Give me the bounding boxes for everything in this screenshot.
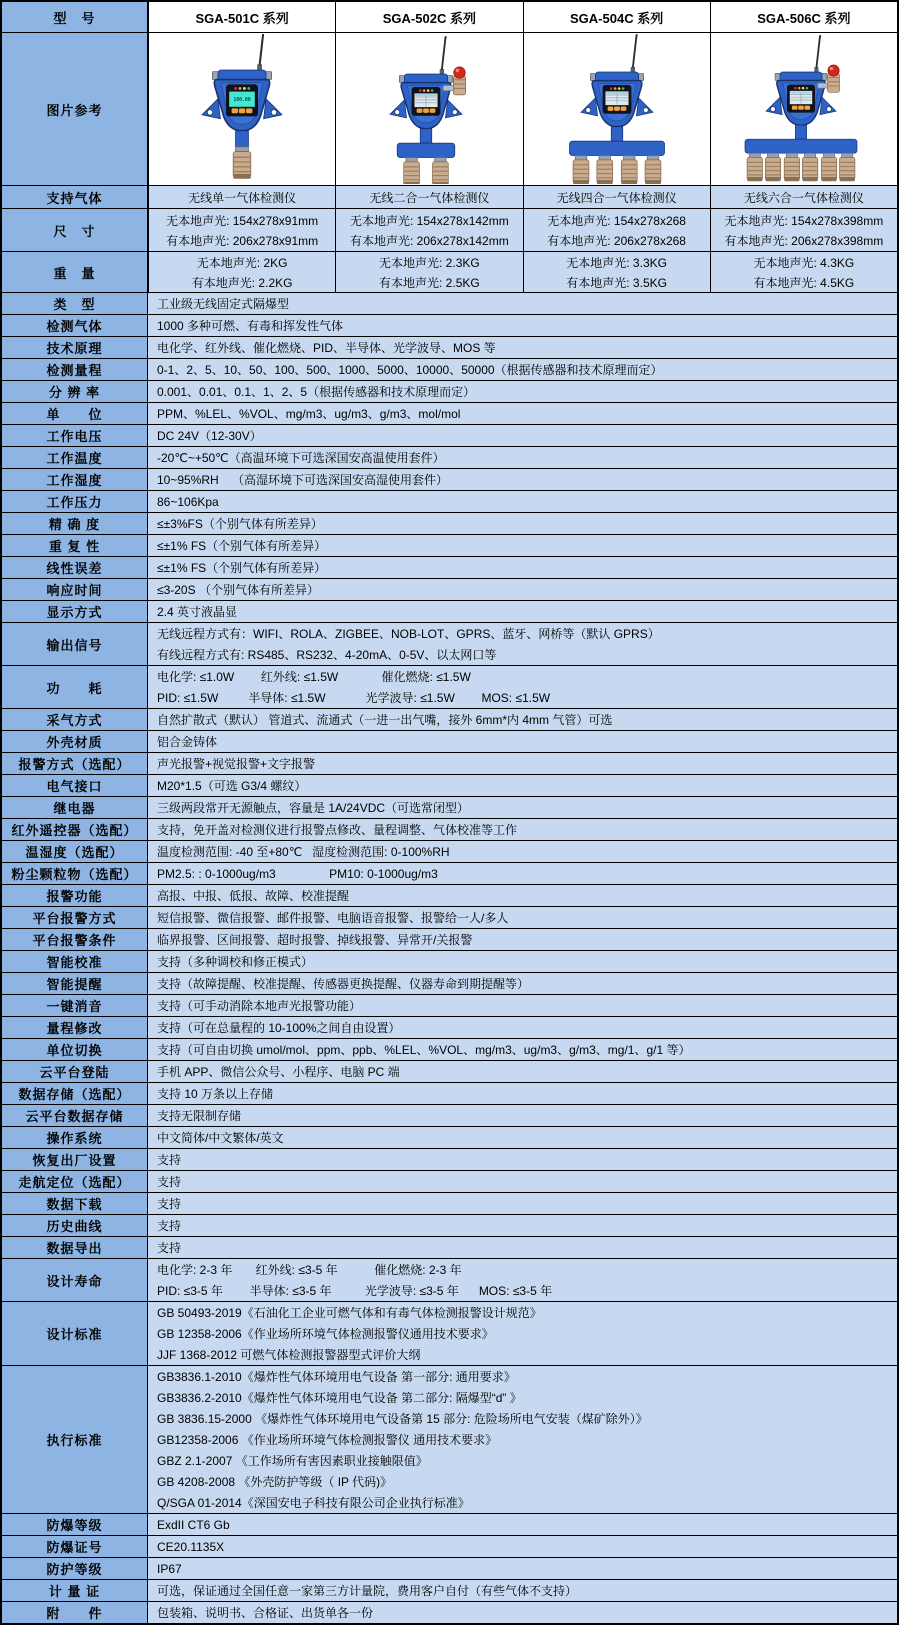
spec-value <box>148 951 897 972</box>
spec-value-line: 0.001、0.01、0.1、1、2、5（根据传感器和技术原理而定） <box>157 385 476 399</box>
spec-row <box>2 1083 897 1105</box>
spec-label: 显示方式 <box>2 601 148 622</box>
spec-value-line: 可选，保证通过全国任意一家第三方计量院，费用客户自付（有些气体不支持） <box>157 1584 578 1598</box>
spec-label: 采气方式 <box>2 709 148 730</box>
spec-label: 外壳材质 <box>2 731 148 752</box>
spec-value-line: 三级两段常开无源触点，容量是 1A/24VDC（可选常闭型） <box>157 801 470 815</box>
size-value: 无本地声光: 154x278x142mm 有本地声光: 206x278x142mm <box>335 209 522 251</box>
spec-value-line: 电化学: 2-3 年 红外线: ≤3-5 年 催化燃烧: 2-3 年 <box>157 1263 462 1277</box>
spec-value-line: 包装箱、说明书、合格证、出货单各一份 <box>157 1606 374 1620</box>
spec-value-line: 有线远程方式有: RS485、RS232、4-20mA、0-5V、以太网口等 <box>157 648 497 662</box>
spec-value-line: 手机 APP、微信公众号、小程序、电脑 PC 端 <box>157 1065 400 1079</box>
spec-row <box>2 337 897 359</box>
spec-value <box>148 491 897 512</box>
spec-label: 云平台数据存储 <box>2 1105 148 1126</box>
spec-label: 计 量 证 <box>2 1580 148 1601</box>
gas-value: 无线单一气体检测仪 <box>148 186 335 208</box>
spec-row <box>2 885 897 907</box>
spec-value <box>148 425 897 446</box>
spec-label: 智能提醒 <box>2 973 148 994</box>
spec-label: 输出信号 <box>2 623 148 665</box>
spec-value <box>148 1017 897 1038</box>
spec-label: 历史曲线 <box>2 1215 148 1236</box>
spec-value <box>148 907 897 928</box>
spec-row <box>2 1366 897 1514</box>
spec-value <box>148 1259 897 1301</box>
spec-row <box>2 775 897 797</box>
spec-value <box>148 1127 897 1148</box>
spec-value <box>148 1215 897 1236</box>
spec-row <box>2 1127 897 1149</box>
spec-row <box>2 753 897 775</box>
spec-row <box>2 491 897 513</box>
spec-value-line: 0-1、2、5、10、50、100、500、1000、5000、10000、50000（根据传感器和技术原理而定） <box>157 363 663 377</box>
model-header-row <box>2 2 897 33</box>
spec-row <box>2 1259 897 1302</box>
spec-label: 单位切换 <box>2 1039 148 1060</box>
spec-value <box>148 819 897 840</box>
spec-value-line: 支持 10 万条以上存储 <box>157 1087 274 1101</box>
device-image-sga-502c <box>335 33 522 185</box>
spec-value <box>148 1302 897 1365</box>
image-reference-row <box>2 33 897 186</box>
spec-label: 防护等级 <box>2 1558 148 1579</box>
spec-row <box>2 797 897 819</box>
spec-value <box>148 381 897 402</box>
spec-row <box>2 1580 897 1602</box>
spec-value <box>148 293 897 314</box>
spec-value-line: ≤±1% FS（个别气体有所差异） <box>157 539 327 553</box>
spec-value-line: PM2.5: : 0-1000ug/m3 PM10: 0-1000ug/m3 <box>157 866 438 881</box>
spec-value-line: -20℃~+50℃（高温环境下可选深国安高温使用套件） <box>157 451 445 465</box>
spec-value-line: GB3836.2-2010《爆炸性气体环境用电气设备 第二部分: 隔爆型“d” 》 <box>157 1391 522 1405</box>
spec-value-line: 支持（可手动消除本地声光报警功能） <box>157 999 362 1013</box>
size-value: 无本地声光: 154x278x91mm 有本地声光: 206x278x91mm <box>148 209 335 251</box>
spec-value-line: 中文简体/中文繁体/英文 <box>157 1131 284 1145</box>
spec-value-line: 支持 <box>157 1241 182 1255</box>
spec-value-line: 支持 <box>157 1153 182 1167</box>
spec-label: 操作系统 <box>2 1127 148 1148</box>
spec-value-line: GB 4208-2008 《外壳防护等级（ IP 代码)》 <box>157 1475 393 1489</box>
spec-label: 量程修改 <box>2 1017 148 1038</box>
size-value: 无本地声光: 154x278x398mm 有本地声光: 206x278x398mm <box>710 209 897 251</box>
spec-label: 技术原理 <box>2 337 148 358</box>
model-name-sga-506c: SGA-506C 系列 <box>710 2 897 32</box>
device-image-sga-504c <box>523 33 710 185</box>
spec-row <box>2 1017 897 1039</box>
size-row <box>2 209 897 252</box>
spec-value <box>148 557 897 578</box>
spec-value-line: 支持（可在总量程的 10-100%之间自由设置） <box>157 1021 401 1035</box>
spec-label: 检测气体 <box>2 315 148 336</box>
spec-value-line: 声光报警+视觉报警+文字报警 <box>157 757 316 771</box>
spec-label: 设计寿命 <box>2 1259 148 1301</box>
spec-row <box>2 1514 897 1536</box>
device-image-sga-501c <box>148 33 335 185</box>
spec-value <box>148 1366 897 1513</box>
spec-row <box>2 907 897 929</box>
spec-value <box>148 885 897 906</box>
spec-value-line: 短信报警、微信报警、邮件报警、电脑语音报警、报警给一人/多人 <box>157 911 509 925</box>
spec-value-line: 工业级无线固定式隔爆型 <box>157 297 290 311</box>
spec-value-line: 支持 <box>157 1175 182 1189</box>
spec-value <box>148 1602 897 1623</box>
spec-row <box>2 293 897 315</box>
spec-value-line: ≤3-20S （个别气体有所差异） <box>157 583 319 597</box>
spec-row <box>2 1171 897 1193</box>
spec-value-line: 电化学: ≤1.0W 红外线: ≤1.5W 催化燃烧: ≤1.5W <box>157 670 471 684</box>
spec-row <box>2 513 897 535</box>
spec-row <box>2 315 897 337</box>
spec-value <box>148 623 897 665</box>
spec-value <box>148 447 897 468</box>
weight-value: 无本地声光: 3.3KG 有本地声光: 3.5KG <box>523 252 710 292</box>
spec-value <box>148 579 897 600</box>
spec-row <box>2 1237 897 1259</box>
spec-row <box>2 973 897 995</box>
spec-value <box>148 1039 897 1060</box>
spec-value-line: 支持，免开盖对检测仪进行报警点修改、量程调整、气体校准等工作 <box>157 823 518 837</box>
spec-row <box>2 819 897 841</box>
spec-row <box>2 381 897 403</box>
spec-value-line: IP67 <box>157 1561 182 1576</box>
spec-value <box>148 1083 897 1104</box>
row-label-gas: 支持气体 <box>2 186 148 208</box>
spec-row <box>2 535 897 557</box>
spec-row <box>2 557 897 579</box>
row-label-model: 型 号 <box>2 2 148 32</box>
spec-label: 检测量程 <box>2 359 148 380</box>
spec-label: 设计标准 <box>2 1302 148 1365</box>
spec-value-line: ≤±1% FS（个别气体有所差异） <box>157 561 327 575</box>
spec-value <box>148 973 897 994</box>
spec-value-line: GB12358-2006 《作业场所环境气体检测报警仪 通用技术要求》 <box>157 1433 498 1447</box>
spec-value <box>148 995 897 1016</box>
spec-rows-container <box>2 293 897 1623</box>
spec-label: 工作电压 <box>2 425 148 446</box>
spec-value-line: GB 3836.15-2000 《爆炸性气体环境用电气设备第 15 部分: 危险场所电气安装（煤矿除外）》 <box>157 1412 648 1426</box>
spec-value-line: 1000 多种可燃、有毒和挥发性气体 <box>157 319 344 333</box>
spec-value-line: 温度检测范围: -40 至+80℃ 湿度检测范围: 0-100%RH <box>157 845 450 859</box>
spec-value <box>148 775 897 796</box>
weight-value: 无本地声光: 2KG 有本地声光: 2.2KG <box>148 252 335 292</box>
spec-row <box>2 1193 897 1215</box>
gas-value: 无线二合一气体检测仪 <box>335 186 522 208</box>
spec-row <box>2 1602 897 1623</box>
model-name-sga-502c: SGA-502C 系列 <box>335 2 522 32</box>
spec-row <box>2 601 897 623</box>
spec-value-line: 支持 <box>157 1219 182 1233</box>
spec-value-line: 10~95%RH （高湿环境下可选深国安高湿使用套件） <box>157 473 449 487</box>
spec-label: 工作温度 <box>2 447 148 468</box>
spec-value-line: JJF 1368-2012 可燃气体检测报警器型式评价大纲 <box>157 1348 421 1362</box>
device-image-sga-506c <box>710 33 897 185</box>
weight-row <box>2 252 897 293</box>
spec-value-line: 支持无限制存储 <box>157 1109 242 1123</box>
spec-row <box>2 1149 897 1171</box>
spec-value <box>148 315 897 336</box>
spec-value-line: PID: ≤3-5 年 半导体: ≤3-5 年 光学波导: ≤3-5 年 MOS: ≤3-5 年 <box>157 1284 553 1298</box>
spec-row <box>2 1039 897 1061</box>
spec-value-line: 2.4 英寸液晶显 <box>157 605 238 619</box>
spec-value-line: 86~106Kpa <box>157 494 219 509</box>
spec-value <box>148 1536 897 1557</box>
spec-value <box>148 1171 897 1192</box>
row-label-weight: 重 量 <box>2 252 148 292</box>
spec-row <box>2 709 897 731</box>
spec-value <box>148 1061 897 1082</box>
spec-row <box>2 841 897 863</box>
spec-label: 数据存储（选配） <box>2 1083 148 1104</box>
spec-label: 恢复出厂设置 <box>2 1149 148 1170</box>
spec-value <box>148 601 897 622</box>
spec-label: 粉尘颗粒物（选配） <box>2 863 148 884</box>
spec-value <box>148 1580 897 1601</box>
spec-value <box>148 709 897 730</box>
spec-label: 报警方式（选配） <box>2 753 148 774</box>
spec-value <box>148 1514 897 1535</box>
spec-value <box>148 1149 897 1170</box>
spec-value-line: ≤±3%FS（个别气体有所差异） <box>157 517 323 531</box>
spec-row <box>2 1536 897 1558</box>
spec-value-line: GB3836.1-2010《爆炸性气体环境用电气设备 第一部分: 通用要求》 <box>157 1370 516 1384</box>
spec-value-line: 支持（可自由切换 umol/mol、ppm、ppb、%LEL、%VOL、mg/m3、ug/m3、g/m3、mg/1、g/1 等） <box>157 1043 691 1057</box>
spec-value-line: 高报、中报、低报、故障、校准提醒 <box>157 889 350 903</box>
spec-label: 重 复 性 <box>2 535 148 556</box>
spec-value <box>148 535 897 556</box>
spec-row <box>2 951 897 973</box>
spec-value <box>148 841 897 862</box>
spec-value-line: M20*1.5（可选 G3/4 螺纹） <box>157 779 307 793</box>
spec-row <box>2 1558 897 1580</box>
row-label-size: 尺 寸 <box>2 209 148 251</box>
model-name-sga-504c: SGA-504C 系列 <box>523 2 710 32</box>
spec-label: 精 确 度 <box>2 513 148 534</box>
supported-gas-row <box>2 186 897 209</box>
spec-value-line: PPM、%LEL、%VOL、mg/m3、ug/m3、g/m3、mol/mol <box>157 407 461 421</box>
spec-row <box>2 995 897 1017</box>
spec-row <box>2 447 897 469</box>
spec-label: 防爆等级 <box>2 1514 148 1535</box>
spec-value <box>148 1105 897 1126</box>
spec-value <box>148 403 897 424</box>
spec-value-line: 电化学、红外线、催化燃烧、PID、半导体、光学波导、MOS 等 <box>157 341 496 355</box>
spec-row <box>2 359 897 381</box>
spec-value-line: CE20.1135X <box>157 1539 225 1554</box>
spec-label: 单 位 <box>2 403 148 424</box>
spec-value <box>148 359 897 380</box>
spec-label: 继电器 <box>2 797 148 818</box>
spec-row <box>2 863 897 885</box>
spec-row <box>2 666 897 709</box>
row-label-images: 图片参考 <box>2 33 148 185</box>
spec-row <box>2 929 897 951</box>
spec-value <box>148 753 897 774</box>
spec-value-line: 支持 <box>157 1197 182 1211</box>
spec-value <box>148 1237 897 1258</box>
spec-label: 线性误差 <box>2 557 148 578</box>
spec-label: 防爆证号 <box>2 1536 148 1557</box>
gas-value: 无线四合一气体检测仪 <box>523 186 710 208</box>
spec-value-line: 支持（多种调校和修正模式） <box>157 955 314 969</box>
spec-row <box>2 731 897 753</box>
spec-value <box>148 1193 897 1214</box>
spec-label: 功 耗 <box>2 666 148 708</box>
spec-label: 走航定位（选配） <box>2 1171 148 1192</box>
spec-label: 类 型 <box>2 293 148 314</box>
spec-label: 执行标准 <box>2 1366 148 1513</box>
size-value: 无本地声光: 154x278x268 有本地声光: 206x278x268 <box>523 209 710 251</box>
spec-value <box>148 469 897 490</box>
spec-row <box>2 403 897 425</box>
spec-label: 数据下载 <box>2 1193 148 1214</box>
spec-value <box>148 929 897 950</box>
spec-row <box>2 579 897 601</box>
spec-row <box>2 623 897 666</box>
spec-value-line: ExdII CT6 Gb <box>157 1517 230 1532</box>
spec-row <box>2 1302 897 1366</box>
spec-label: 智能校准 <box>2 951 148 972</box>
spec-value-line: 自然扩散式（默认） 管道式、流通式（一进一出气嘴，接外 6mm*内 4mm 气管）可选 <box>157 713 613 727</box>
spec-value <box>148 863 897 884</box>
spec-label: 报警功能 <box>2 885 148 906</box>
spec-row <box>2 469 897 491</box>
spec-label: 平台报警条件 <box>2 929 148 950</box>
spec-value-line: GBZ 2.1-2007 《工作场所有害因素职业接触限值》 <box>157 1454 428 1468</box>
spec-value-line: 支持（故障提醒、校准提醒、传感器更换提醒、仪器寿命到期提醒等） <box>157 977 530 991</box>
weight-value: 无本地声光: 4.3KG 有本地声光: 4.5KG <box>710 252 897 292</box>
spec-label: 一键消音 <box>2 995 148 1016</box>
spec-value-line: PID: ≤1.5W 半导体: ≤1.5W 光学波导: ≤1.5W MOS: ≤1.5W <box>157 691 551 705</box>
weight-value: 无本地声光: 2.3KG 有本地声光: 2.5KG <box>335 252 522 292</box>
spec-row <box>2 1215 897 1237</box>
spec-label: 温湿度（选配） <box>2 841 148 862</box>
spec-label: 电气接口 <box>2 775 148 796</box>
spec-value-line: 无线远程方式有：WIFI、ROLA、ZIGBEE、NOB-LOT、GPRS、蓝牙、网桥等（默认 GPRS） <box>157 627 660 641</box>
spec-label: 响应时间 <box>2 579 148 600</box>
spec-value-line: DC 24V（12-30V） <box>157 429 262 443</box>
spec-value-line: GB 12358-2006《作业场所环境气体检测报警仪通用技术要求》 <box>157 1327 494 1341</box>
spec-value-line: Q/SGA 01-2014《深国安电子科技有限公司企业执行标准》 <box>157 1496 470 1510</box>
spec-label: 工作湿度 <box>2 469 148 490</box>
spec-value-line: GB 50493-2019《石油化工企业可燃气体和有毒气体检测报警设计规范》 <box>157 1306 542 1320</box>
spec-value-line: 铝合金铸体 <box>157 735 218 749</box>
spec-value <box>148 731 897 752</box>
spec-label: 平台报警方式 <box>2 907 148 928</box>
spec-label: 数据导出 <box>2 1237 148 1258</box>
spec-label: 云平台登陆 <box>2 1061 148 1082</box>
spec-value <box>148 797 897 818</box>
spec-row <box>2 1105 897 1127</box>
spec-value-line: 临界报警、区间报警、超时报警、掉线报警、异常开/关报警 <box>157 933 473 947</box>
spec-value <box>148 1558 897 1579</box>
spec-label: 工作压力 <box>2 491 148 512</box>
spec-value <box>148 337 897 358</box>
spec-row <box>2 425 897 447</box>
spec-label: 附 件 <box>2 1602 148 1623</box>
spec-label: 红外遥控器（选配） <box>2 819 148 840</box>
gas-value: 无线六合一气体检测仪 <box>710 186 897 208</box>
spec-row <box>2 1061 897 1083</box>
model-name-sga-501c: SGA-501C 系列 <box>148 2 335 32</box>
spec-label: 分 辨 率 <box>2 381 148 402</box>
spec-value <box>148 666 897 708</box>
spec-value <box>148 513 897 534</box>
